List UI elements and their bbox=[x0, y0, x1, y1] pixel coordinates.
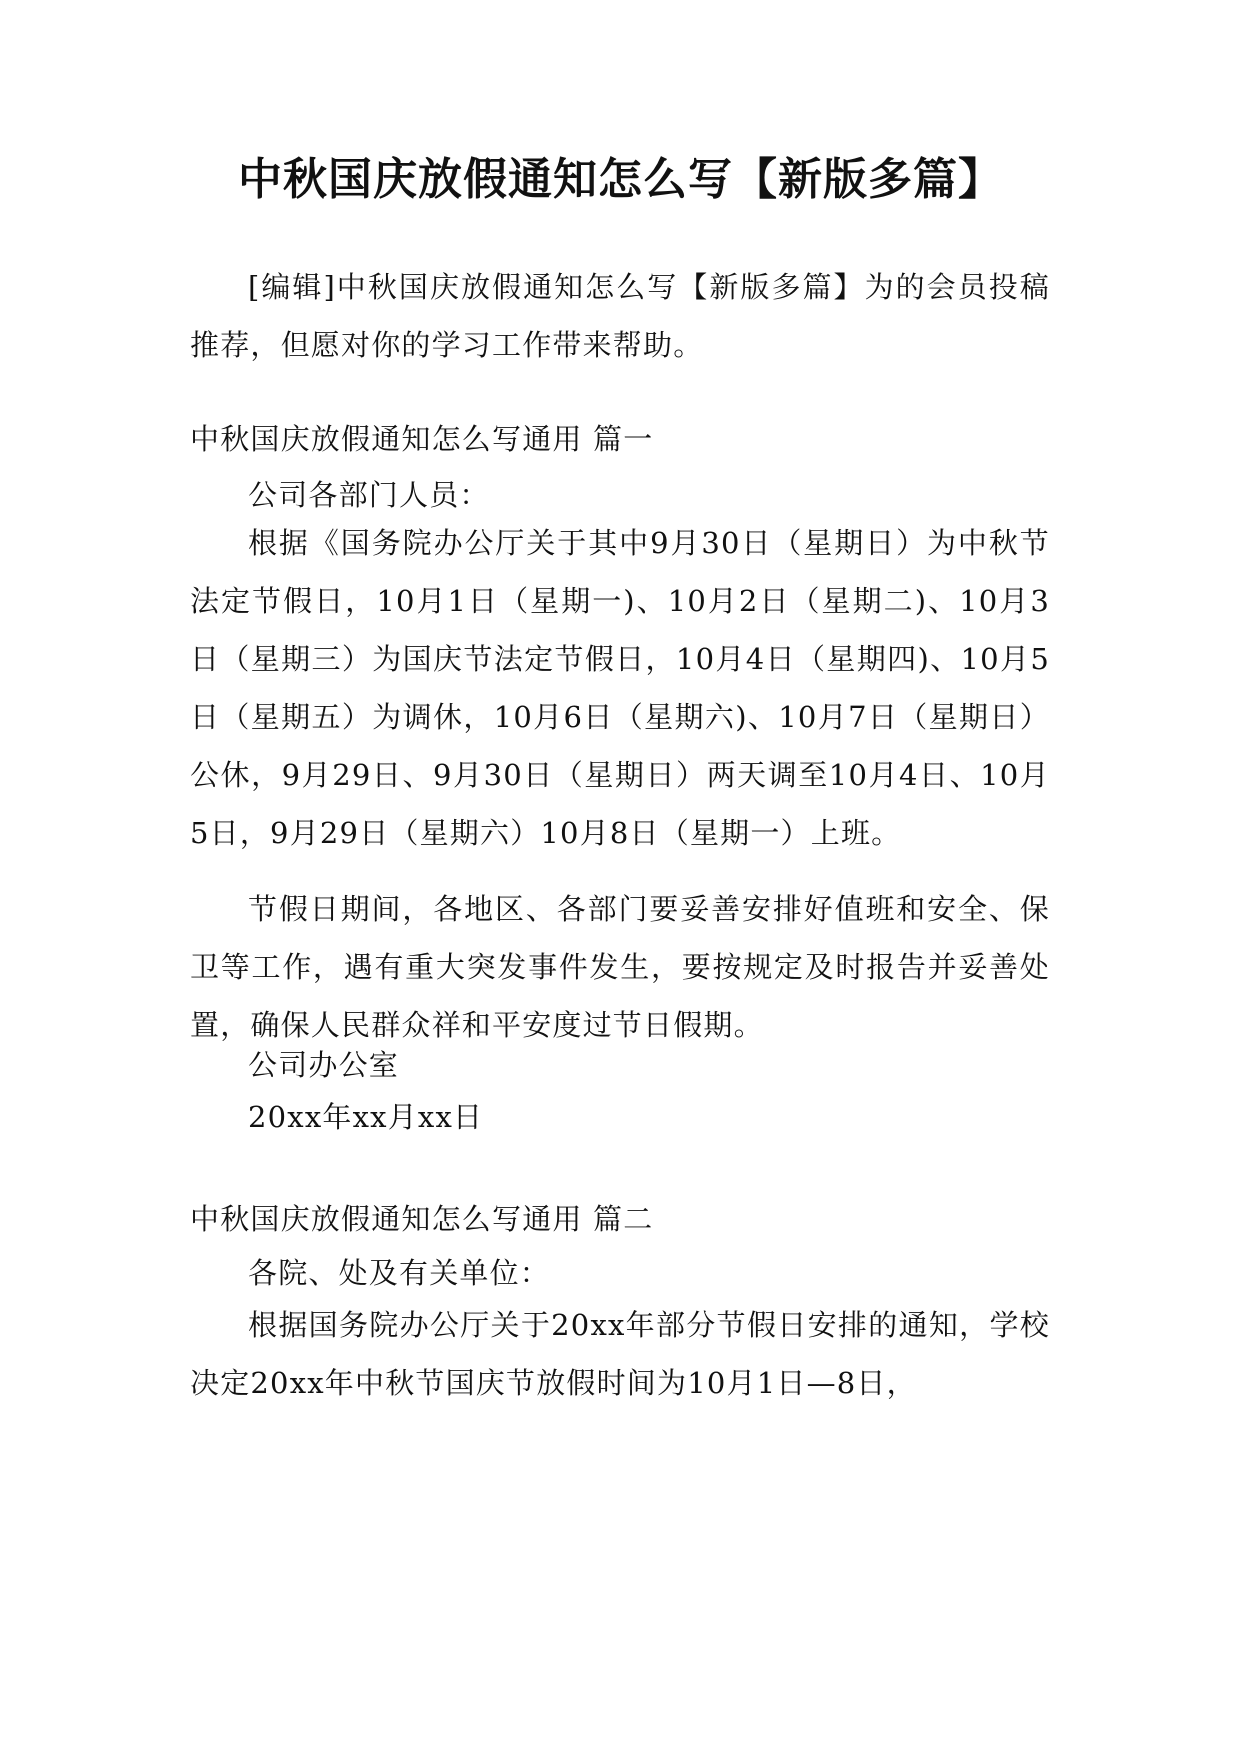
document-title: 中秋国庆放假通知怎么写【新版多篇】 bbox=[238, 154, 1003, 205]
section2-paragraph1: 根据国务院办公厅关于20xx年部分节假日安排的通知，学校决定20xx年中秋节国庆节放假时间为10月1日—8日， bbox=[190, 1308, 1050, 1400]
intro-paragraph: [编辑]中秋国庆放假通知怎么写【新版多篇】为的会员投稿推荐，但愿对你的学习工作带来帮助。 bbox=[190, 270, 1050, 362]
section2-heading: 中秋国庆放假通知怎么写通用 篇二 bbox=[190, 1202, 654, 1236]
section1-heading: 中秋国庆放假通知怎么写通用 篇一 bbox=[190, 422, 654, 456]
section1-paragraph1: 根据《国务院办公厅关于其中9月30日（星期日）为中秋节法定节假日，10月1日（星期一)、10月2日（星期二)、10月3日（星期三）为国庆节法定节假日，10月4日（星期四)、10月5日（星期五）为调休，10月6日（星期六)、10月7日（星期日）公休，9月29日、9月30日（星期日）两天调至10月4日、10月5日，9月29日（星期六）10月8日（星期一）上班。 bbox=[190, 526, 1050, 850]
section2-salutation: 各院、处及有关单位： bbox=[248, 1256, 551, 1290]
section1-salutation: 公司各部门人员： bbox=[248, 478, 490, 512]
section1-paragraph2: 节假日期间，各地区、各部门要妥善安排好值班和安全、保卫等工作，遇有重大突发事件发生，要按规定及时报告并妥善处置，确保人民群众祥和平安度过节日假期。 bbox=[190, 892, 1050, 1042]
section1-signature: 公司办公室 bbox=[248, 1048, 400, 1082]
section1-date: 20xx年xx月xx日 bbox=[248, 1100, 484, 1134]
